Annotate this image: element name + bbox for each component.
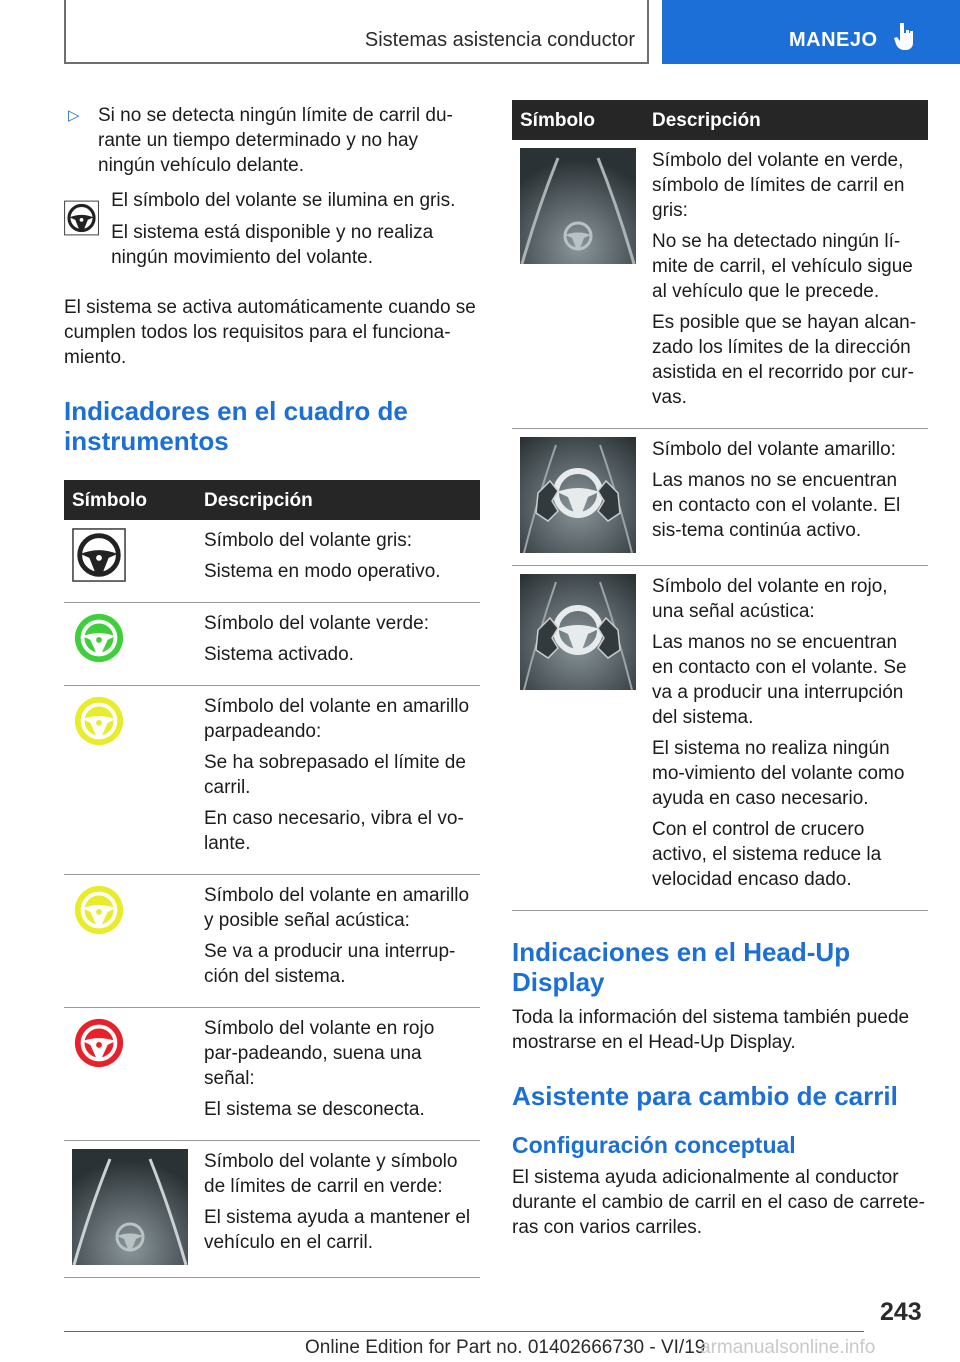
table-row xyxy=(512,429,928,566)
col-description-header: Descripción xyxy=(196,480,480,520)
note-line-1: El símbolo del volante se ilumina en gris. xyxy=(111,190,456,211)
bullet-text: Si no se detecta ningún límite de carril du-rante un tiempo determinado y no hay ningún vehículo delante. xyxy=(98,105,453,176)
row-desc-line: Símbolo del volante en rojo par-padeando, suena una señal: xyxy=(204,1018,435,1089)
row-desc-line: Las manos no se encuentran en contacto con el volante. El sis-tema continúa activo. xyxy=(652,470,901,541)
lane-display-icon xyxy=(520,148,636,264)
hands-on-wheel-icon xyxy=(520,437,636,553)
watermark: armanualsonline.info xyxy=(700,1337,876,1358)
paragraph: El sistema ayuda adicionalmente al conductor durante el cambio de carril en el caso de carrete-ras con varios carriles. xyxy=(512,1167,925,1238)
row-desc-line: El sistema no realiza ningún mo-vimiento del volante como ayuda en caso necesario. xyxy=(652,738,905,809)
row-desc-line: Sistema activado. xyxy=(204,644,354,665)
lane-display-icon xyxy=(72,1149,188,1265)
table-row xyxy=(64,603,480,686)
row-desc-line: Se ha sobrepasado el límite de carril. xyxy=(204,752,466,798)
row-desc-line: Símbolo del volante en amarillo y posible señal acústica: xyxy=(204,885,470,931)
steering-wheel-yellow-icon xyxy=(72,883,126,937)
row-desc-line: Símbolo del volante amarillo: xyxy=(652,439,896,460)
table-row xyxy=(64,1141,480,1278)
col-symbol-header: Símbolo xyxy=(64,480,196,520)
table-row xyxy=(64,875,480,1008)
table-row xyxy=(64,1008,480,1141)
right-column xyxy=(512,100,928,1240)
hands-on-wheel-icon xyxy=(520,574,636,690)
row-desc-line: Símbolo del volante gris: xyxy=(204,530,413,551)
left-column xyxy=(64,100,480,1278)
page-number: 243 xyxy=(880,1298,922,1326)
row-desc-line: Símbolo del volante en verde, símbolo de límites de carril en gris: xyxy=(652,150,905,221)
table-row xyxy=(512,566,928,911)
row-desc-line: En caso necesario, vibra el vo-lante. xyxy=(204,808,464,854)
header-tab[interactable] xyxy=(662,0,960,64)
footer-edition: Online Edition for Part no. 01402666730 - VI/19 xyxy=(305,1337,706,1358)
row-desc-line: Es posible que se hayan alcan-zado los límites de la dirección asistida en el recorrido por cur-vas. xyxy=(652,312,917,408)
row-desc-line: El sistema ayuda a mantener el vehículo en el carril. xyxy=(204,1207,471,1253)
row-desc-line: Símbolo del volante en rojo, una señal acústica: xyxy=(652,576,888,622)
header-tab-label: MANEJO xyxy=(789,29,878,51)
note-block xyxy=(64,188,480,277)
paragraph: Toda la información del sistema también puede mostrarse en el Head-Up Display. xyxy=(512,1007,910,1053)
header-section-box xyxy=(64,0,649,64)
table-row xyxy=(64,686,480,875)
pointing-hand-icon xyxy=(894,22,916,50)
row-desc-line: Símbolo del volante en amarillo parpadeando: xyxy=(204,696,470,742)
triangle-bullet-icon: ▷ xyxy=(68,107,80,124)
footer-rule xyxy=(64,1331,864,1332)
steering-wheel-green-icon xyxy=(72,611,126,665)
row-desc-line: Símbolo del volante y símbolo de límites de carril en verde: xyxy=(204,1151,458,1197)
row-desc-line: Sistema en modo operativo. xyxy=(204,561,441,582)
row-desc-line: El sistema se desconecta. xyxy=(204,1099,425,1120)
row-desc-line: Con el control de crucero activo, el sistema reduce la velocidad encaso dado. xyxy=(652,819,882,890)
row-desc-line: Símbolo del volante verde: xyxy=(204,613,429,634)
paragraph: El sistema se activa automáticamente cuando se cumplen todos los requisitos para el funciona-miento. xyxy=(64,297,476,368)
row-desc-line: Las manos no se encuentran en contacto con el volante. Se va a producir una interrupción del sistema. xyxy=(652,632,907,728)
col-description-header: Descripción xyxy=(644,100,928,140)
table-row xyxy=(512,140,928,429)
symbol-table xyxy=(64,480,480,1278)
section-heading: Indicadores en el cuadro de instrumentos xyxy=(64,396,408,456)
table-row xyxy=(64,520,480,603)
section-heading: Asistente para cambio de carril xyxy=(512,1081,898,1111)
row-desc-line: No se ha detectado ningún lí-mite de carril, el vehículo sigue al vehículo que le precede. xyxy=(652,231,913,302)
steering-wheel-gray-icon xyxy=(72,528,126,582)
bullet-item xyxy=(64,103,480,178)
steering-wheel-yellow-icon xyxy=(72,694,126,748)
note-line-2: El sistema está disponible y no realiza ningún movimiento del volante. xyxy=(111,222,434,268)
row-desc-line: Se va a producir una interrup-ción del sistema. xyxy=(204,941,456,987)
section-heading: Indicaciones en el Head-Up Display xyxy=(512,937,851,997)
header-section-title: Sistemas asistencia conductor xyxy=(364,29,635,51)
steering-wheel-gray-icon xyxy=(64,190,99,246)
symbol-table xyxy=(512,100,928,911)
col-symbol-header: Símbolo xyxy=(512,100,644,140)
subsection-heading: Configuración conceptual xyxy=(512,1132,796,1158)
steering-wheel-red-icon xyxy=(72,1016,126,1070)
